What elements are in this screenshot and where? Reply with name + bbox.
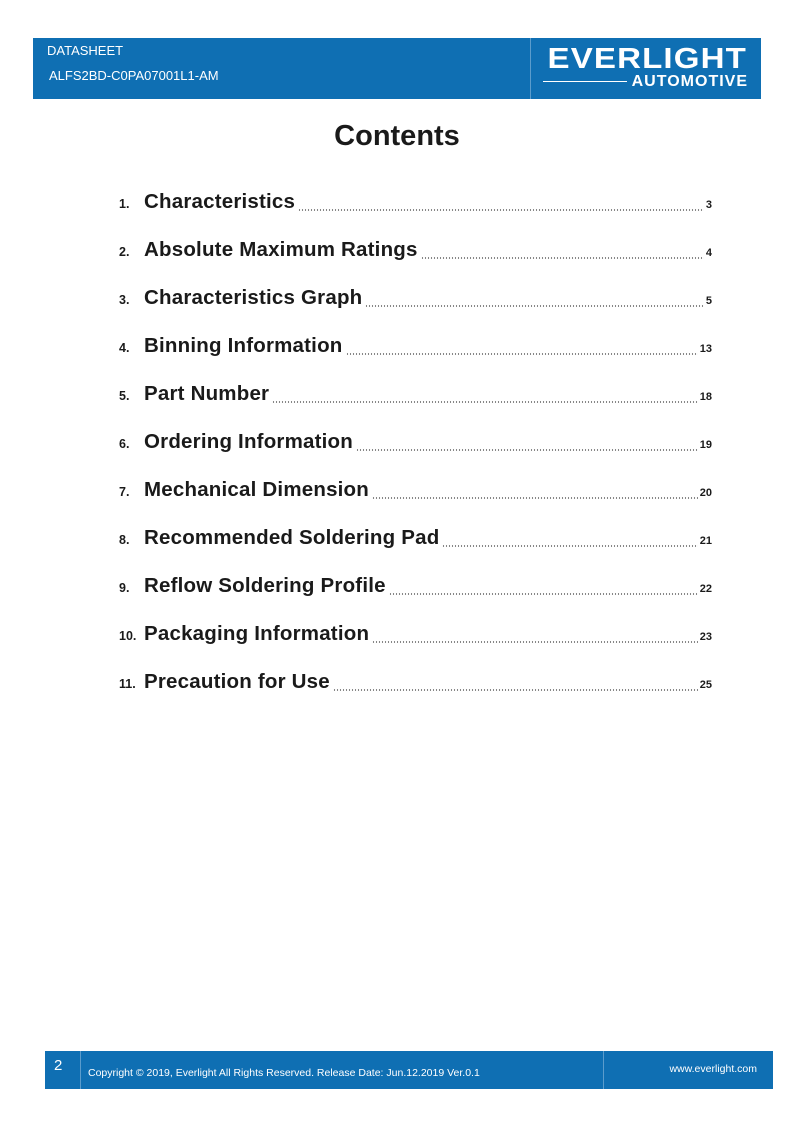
toc-entry-label: Mechanical Dimension <box>144 478 370 501</box>
toc-entry[interactable] <box>119 478 712 508</box>
toc-dot-leader <box>372 497 698 499</box>
logo-rule <box>543 81 627 82</box>
toc-entry-page: 23 <box>699 631 712 643</box>
header-divider <box>530 38 531 99</box>
toc-entry-number: 8. <box>119 533 130 547</box>
toc-entry[interactable] <box>119 190 712 220</box>
toc-entry[interactable] <box>119 430 712 460</box>
copyright-text: Copyright © 2019, Everlight All Rights Reserved. Release Date: Jun.12.2019 Ver.0.1 <box>88 1067 480 1079</box>
toc-dot-leader <box>298 209 704 211</box>
toc-dot-leader <box>372 641 698 643</box>
toc-entry-page: 18 <box>699 391 712 403</box>
page-number: 2 <box>54 1057 63 1074</box>
toc-dot-leader <box>333 689 698 691</box>
toc-entry-page: 19 <box>699 439 712 451</box>
toc-entry[interactable] <box>119 670 712 700</box>
toc-entry-label: Recommended Soldering Pad <box>144 526 440 549</box>
toc-entry-number: 5. <box>119 389 130 403</box>
logo-subtitle: AUTOMOTIVE <box>631 73 748 90</box>
footer-divider <box>603 1051 604 1089</box>
website-link[interactable]: www.everlight.com <box>669 1063 757 1075</box>
toc-entry[interactable] <box>119 574 712 604</box>
toc-dot-leader <box>442 545 697 547</box>
toc-entry-label: Precaution for Use <box>144 670 330 693</box>
toc-entry-page: 5 <box>705 295 712 307</box>
toc-entry[interactable] <box>119 526 712 556</box>
toc-entry-number: 4. <box>119 341 130 355</box>
footer-divider <box>80 1051 81 1089</box>
toc-entry-label: Ordering Information <box>144 430 353 453</box>
toc-entry-label: Absolute Maximum Ratings <box>144 238 418 261</box>
toc-dot-leader <box>272 401 698 403</box>
toc-entry-label: Characteristics Graph <box>144 286 363 309</box>
toc-dot-leader <box>356 449 698 451</box>
toc-dot-leader <box>365 305 703 307</box>
page-footer <box>45 1051 773 1089</box>
toc-entry-number: 7. <box>119 485 130 499</box>
logo-brand: EVERLIGHT <box>547 43 747 75</box>
toc-dot-leader <box>421 257 704 259</box>
toc-entry-page: 4 <box>705 247 712 259</box>
toc-entry[interactable] <box>119 622 712 652</box>
toc-dot-leader <box>346 353 698 355</box>
toc-entry-page: 21 <box>699 535 712 547</box>
toc-entry-page: 13 <box>699 343 712 355</box>
toc-entry-page: 25 <box>699 679 712 691</box>
toc-entry-number: 6. <box>119 437 130 451</box>
toc-entry-number: 2. <box>119 245 130 259</box>
page-title: Contents <box>334 120 460 152</box>
toc-entry-number: 9. <box>119 581 130 595</box>
toc-entry-page: 20 <box>699 487 712 499</box>
toc-entry-number: 1. <box>119 197 130 211</box>
page-header <box>33 38 761 99</box>
toc-entry-number: 11. <box>119 677 136 691</box>
toc-entry-number: 3. <box>119 293 130 307</box>
part-number: ALFS2BD-C0PA07001L1-AM <box>49 68 219 83</box>
toc-entry[interactable] <box>119 382 712 412</box>
toc-entry-label: Packaging Information <box>144 622 370 645</box>
toc-entry-page: 22 <box>699 583 712 595</box>
document-type: DATASHEET <box>47 43 124 58</box>
toc-entry-page: 3 <box>705 199 712 211</box>
toc-entry[interactable] <box>119 286 712 316</box>
toc-entry[interactable] <box>119 238 712 268</box>
toc-entry-label: Binning Information <box>144 334 343 357</box>
everlight-logo <box>543 42 753 96</box>
toc-entry-label: Reflow Soldering Profile <box>144 574 386 597</box>
toc-entry-label: Part Number <box>144 382 270 405</box>
toc-entry-label: Characteristics <box>144 190 296 213</box>
toc-entry-number: 10. <box>119 629 137 643</box>
toc-dot-leader <box>389 593 698 595</box>
toc-entry[interactable] <box>119 334 712 364</box>
